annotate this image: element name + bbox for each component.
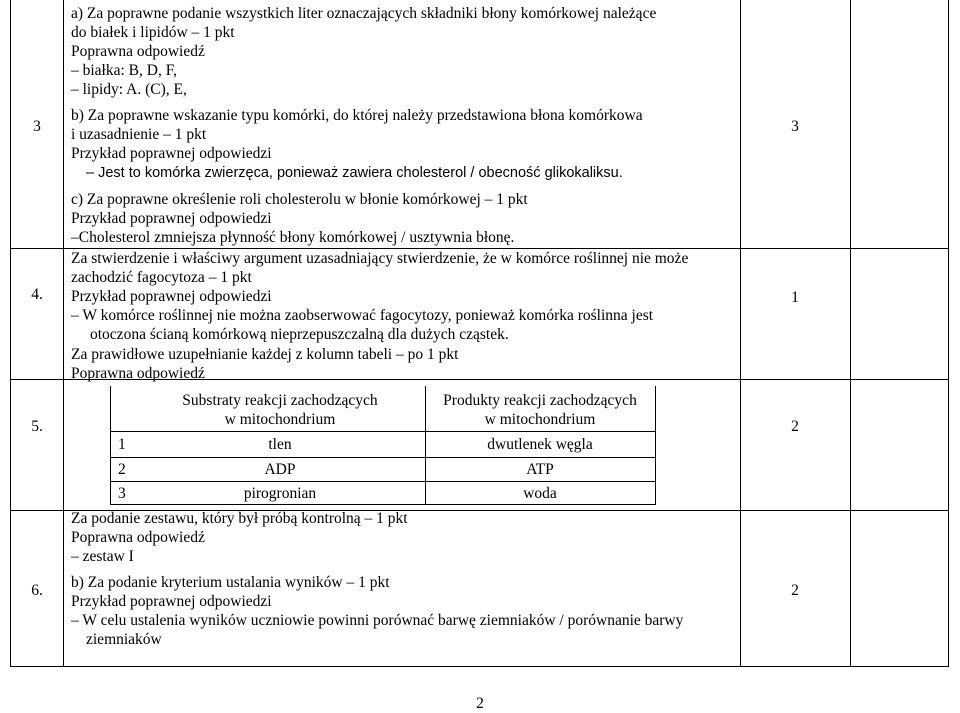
table-divider-points-left (740, 0, 741, 667)
table-row-number: 1 (118, 436, 126, 453)
answer-line: i uzasadnienie – 1 pkt (71, 126, 207, 143)
question-points: 2 (791, 418, 799, 435)
question-number: 3 (33, 118, 41, 135)
answer-line: Przykład poprawnej odpowiedzi (71, 145, 272, 162)
answer-line: Poprawna odpowiedź (71, 43, 205, 60)
answer-line: Przykład poprawnej odpowiedzi (71, 288, 272, 305)
answer-line: b) Za poprawne wskazanie typu komórki, do której należy przedstawiona błona komórkowa (71, 107, 643, 124)
inner-table-row-line (110, 481, 656, 482)
table-cell-product: dwutlenek węgla (487, 436, 593, 453)
inner-table-bottom (110, 504, 656, 505)
question-number: 6. (31, 582, 43, 599)
answer-line: – białka: B, D, F, (71, 62, 177, 79)
question-number: 4. (31, 286, 43, 303)
table-cell-product: woda (523, 485, 557, 502)
answer-line: Przykład poprawnej odpowiedzi (71, 593, 272, 610)
answer-line: a) Za poprawne podanie wszystkich liter oznaczających składniki błony komórkowej należące (71, 5, 657, 22)
answer-line: – Jest to komórka zwierzęca, ponieważ zawiera cholesterol / obecność glikokaliksu. (86, 165, 623, 181)
table-divider-number (63, 0, 64, 667)
table-border-bottom (10, 666, 949, 667)
table-cell-product: ATP (526, 461, 554, 478)
answer-line: Za podanie zestawu, który był próbą kontrolną – 1 pkt (71, 510, 408, 527)
answer-line: zachodzić fagocytoza – 1 pkt (71, 269, 252, 286)
question-points: 2 (791, 582, 799, 599)
header-substrates: Substraty reakcji zachodzących (182, 392, 378, 409)
table-cell-substrate: ADP (264, 461, 296, 478)
answer-line: – W komórce roślinnej nie można zaobserwować fagocytozy, ponieważ komórka roślinna jest (71, 307, 654, 324)
answer-line: ziemniaków (86, 631, 162, 648)
table-row-number: 3 (118, 485, 126, 502)
answer-line: – W celu ustalenia wyników uczniowie powinni porównać barwę ziemniaków / porównanie barwy (71, 612, 684, 629)
question-points: 3 (791, 118, 799, 135)
table-border-right (948, 0, 949, 667)
question-number: 5. (31, 418, 43, 435)
header-products-line2: w mitochondrium (484, 411, 596, 428)
answer-line: Za stwierdzenie i właściwy argument uzasadniający stwierdzenie, że w komórce roślinnej nie może (71, 250, 689, 267)
header-products: Produkty reakcji zachodzących (443, 392, 637, 409)
answer-line: Przykład poprawnej odpowiedzi (71, 210, 272, 227)
answer-line: Poprawna odpowiedź (71, 529, 205, 546)
answer-line: b) Za podanie kryterium ustalania wyników – 1 pkt (71, 574, 390, 591)
answer-line: Poprawna odpowiedź (71, 365, 205, 382)
question-points: 1 (791, 289, 799, 306)
answer-line: – zestaw I (71, 548, 134, 565)
answer-line: –Cholesterol zmniejsza płynność błony komórkowej / usztywnia błonę. (71, 229, 515, 246)
table-divider-points-right (850, 0, 851, 667)
answer-line: – lipidy: A. (C), E, (71, 81, 187, 98)
answer-line: c) Za poprawne określenie roli cholesterolu w błonie komórkowej – 1 pkt (71, 191, 528, 208)
table-border-left (10, 0, 11, 667)
answer-line: do białek i lipidów – 1 pkt (71, 24, 235, 41)
inner-table-left (110, 386, 111, 505)
inner-table-header-line (110, 431, 656, 432)
header-substrates-line2: w mitochondrium (224, 411, 336, 428)
page-number: 2 (476, 695, 484, 712)
table-cell-substrate: pirogronian (243, 485, 317, 502)
inner-table-row-line (110, 457, 656, 458)
answer-line: Za prawidłowe uzupełnianie każdej z kolumn tabeli – po 1 pkt (71, 346, 459, 363)
table-row-number: 2 (118, 461, 126, 478)
answer-line: otoczona ścianą komórkową nieprzepuszczalną dla dużych cząstek. (90, 326, 509, 343)
table-cell-substrate: tlen (268, 436, 292, 453)
